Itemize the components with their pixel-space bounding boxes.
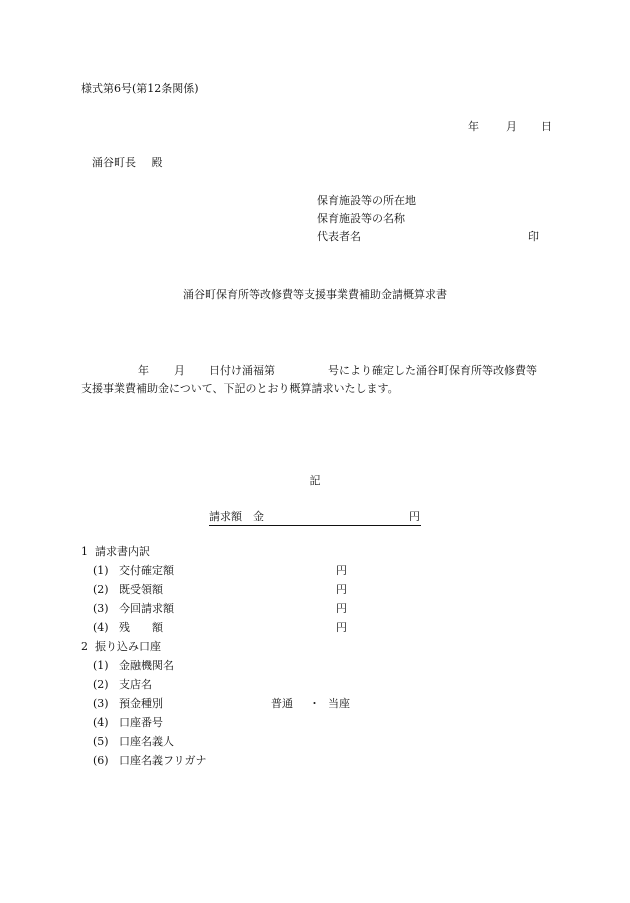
item-number: (4) — [93, 716, 109, 729]
item-label: 口座名義人 — [119, 735, 174, 748]
body-paragraph — [81, 362, 551, 398]
item-number: (3) — [93, 697, 109, 710]
list-item — [81, 698, 481, 717]
item-label: 今回請求額 — [119, 602, 174, 615]
date-line — [468, 121, 560, 133]
ki-heading: 記 — [309, 474, 321, 487]
applicant-block — [317, 195, 547, 249]
list-item — [81, 603, 481, 622]
claim-amount-unit: 円 — [409, 510, 420, 523]
account-type-separator: ・ — [309, 697, 320, 710]
item-number: (6) — [93, 754, 109, 767]
list-item — [81, 565, 481, 584]
item-number: (1) — [93, 659, 109, 672]
list-item — [81, 679, 481, 698]
body-year: 年 — [138, 364, 149, 377]
list-item — [81, 736, 481, 755]
item-unit: 円 — [336, 583, 347, 596]
detail-sections — [81, 546, 481, 774]
form-number: 様式第6号(第12条関係) — [81, 82, 199, 95]
date-month: 月 — [506, 120, 517, 133]
body-dated-prefix: 日付け涌福第 — [209, 364, 275, 377]
date-day: 日 — [541, 120, 552, 133]
item-unit: 円 — [336, 602, 347, 615]
claim-amount-line — [209, 511, 421, 526]
item-unit: 円 — [336, 621, 347, 634]
list-item — [81, 660, 481, 679]
addressee — [92, 157, 163, 168]
list-item — [81, 584, 481, 603]
facility-location-label: 保育施設等の所在地 — [317, 194, 416, 207]
item-label: 残 額 — [119, 621, 163, 634]
section-number: 1 — [81, 545, 88, 558]
account-type-ordinary: 普通 — [271, 697, 293, 710]
item-label: 口座名義フリガナ — [119, 754, 207, 767]
item-label: 預金種別 — [119, 697, 163, 710]
section-number: 2 — [81, 640, 88, 653]
body-month: 月 — [174, 364, 185, 377]
date-year: 年 — [468, 120, 479, 133]
item-number: (2) — [93, 583, 109, 596]
list-item — [81, 755, 481, 774]
body-line2: 支援事業費補助金について、下記のとおり概算請求いたします。 — [81, 382, 399, 395]
representative-label: 代表者名 — [317, 230, 361, 243]
item-label: 既受領額 — [119, 583, 163, 596]
item-unit: 円 — [336, 564, 347, 577]
item-label: 支店名 — [119, 678, 152, 691]
item-number: (5) — [93, 735, 109, 748]
body-rest-line1: 号により確定した涌谷町保育所等改修費等 — [328, 364, 537, 377]
item-label: 金融機関名 — [119, 659, 174, 672]
document-title: 涌谷町保育所等改修費等支援事業費補助金請概算求書 — [183, 288, 447, 301]
section-title: 請求書内訳 — [95, 545, 150, 558]
addressee-honorific: 殿 — [151, 156, 163, 169]
item-number: (2) — [93, 678, 109, 691]
claim-amount-label: 請求額 金 — [209, 510, 264, 523]
item-label: 口座番号 — [119, 716, 163, 729]
addressee-name: 涌谷町長 — [92, 156, 136, 169]
account-type-checking: 当座 — [328, 697, 350, 710]
section-heading — [81, 641, 481, 660]
item-number: (3) — [93, 602, 109, 615]
section-heading — [81, 546, 481, 565]
facility-name-label: 保育施設等の名称 — [317, 212, 405, 225]
item-number: (1) — [93, 564, 109, 577]
item-label: 交付確定額 — [119, 564, 174, 577]
list-item — [81, 622, 481, 641]
item-number: (4) — [93, 621, 109, 634]
section-title: 振り込み口座 — [95, 640, 161, 653]
list-item — [81, 717, 481, 736]
seal-mark: 印 — [528, 230, 539, 243]
